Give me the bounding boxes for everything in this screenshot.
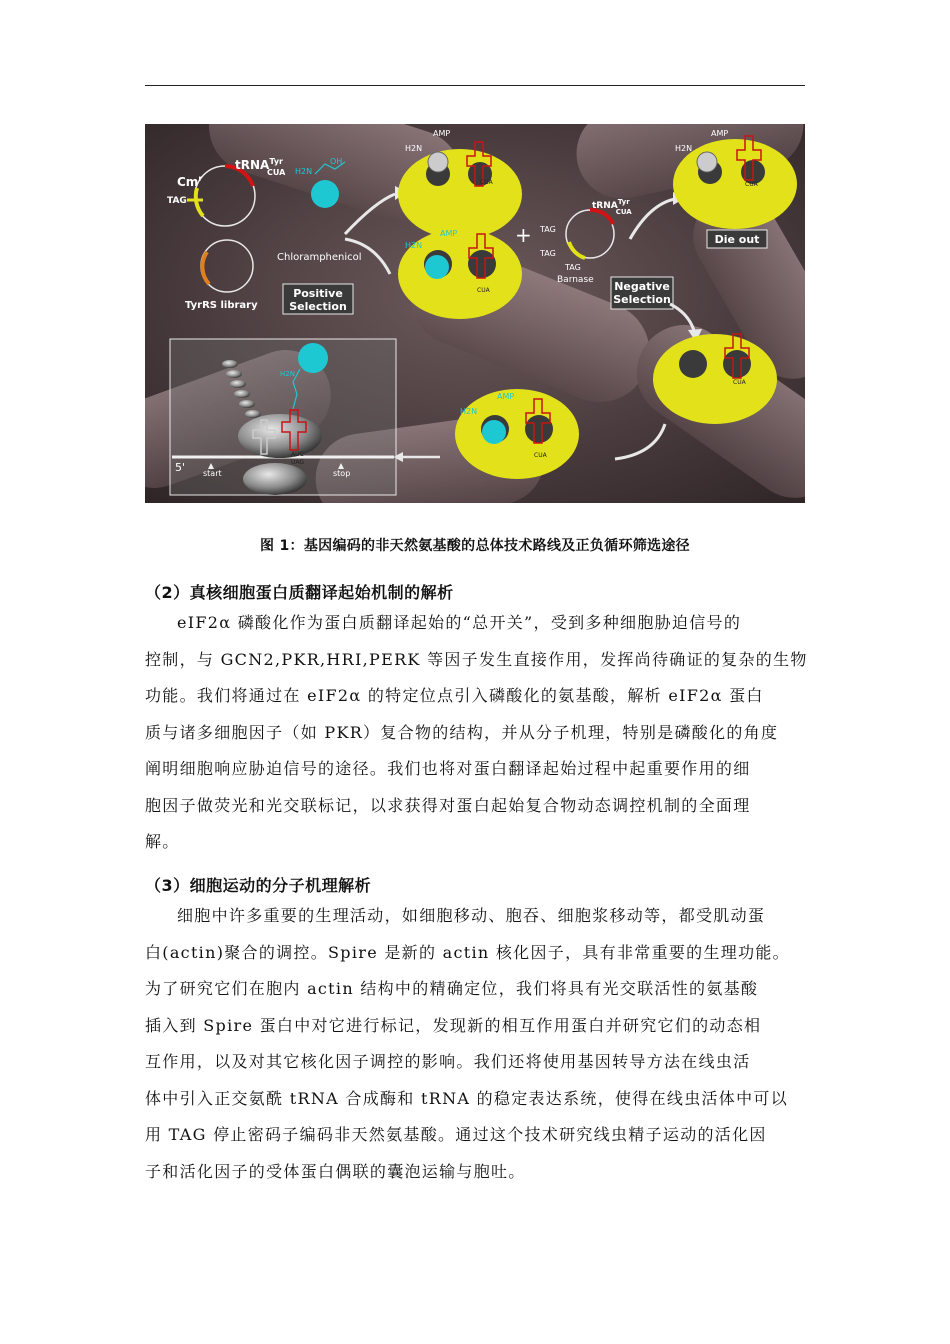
section-3-line: 为了研究它们在胞内 actin 结构中的精确定位，我们将具有光交联活性的氨基酸 [145, 979, 759, 998]
section-3-line: 白(actin)聚合的调控。Spire 是新的 actin 核化因子，具有非常重要的生理功能。 [145, 942, 790, 962]
stop-label: stop [333, 469, 351, 478]
chloramphenicol-label: Chloramphenicol [277, 252, 362, 263]
svg-text:H2N: H2N [280, 370, 295, 378]
svg-text:UAG: UAG [291, 459, 305, 466]
cell-negative [653, 334, 777, 424]
section-3-line: 互作用，以及对其它核化因子调控的影响。我们还将使用基因转导方法在线虫活 [145, 1052, 751, 1071]
svg-text:AUC: AUC [291, 451, 304, 458]
h2n-label: H2N [295, 167, 313, 176]
svg-text:AMP: AMP [433, 129, 451, 138]
positive-selection-box [283, 284, 353, 314]
svg-text:Selection: Selection [289, 300, 347, 313]
section-2-line: 解。 [145, 832, 180, 851]
cmr-label: Cm$^r$ [177, 174, 203, 189]
svg-text:CUA: CUA [534, 452, 547, 459]
svg-text:AMP: AMP [711, 129, 729, 138]
header-rule [145, 85, 805, 86]
svg-text:H2N: H2N [405, 144, 423, 153]
svg-text:CUA: CUA [733, 379, 746, 386]
svg-text:H2N: H2N [675, 144, 693, 153]
section-2-heading: （2）真核细胞蛋白质翻译起始机制的解析 [145, 583, 454, 602]
svg-text:Selection: Selection [613, 293, 671, 306]
die-out-box [707, 230, 767, 248]
section-2-line: 阐明细胞响应胁迫信号的途径。我们也将对蛋白翻译起始过程中起重要作用的细 [145, 759, 751, 778]
section-2-line: 控制，与 GCN2,PKR,HRI,PERK 等因子发生直接作用，发挥尚待确证的复杂的生物 [145, 649, 808, 669]
svg-text:AMP: AMP [440, 229, 458, 238]
svg-text:AMP: AMP [497, 392, 515, 401]
section-3-line: 插入到 Spire 蛋白中对它进行标记，发现新的相互作用蛋白并研究它们的动态相 [145, 1015, 762, 1035]
svg-text:H2N: H2N [405, 241, 423, 250]
start-label: start [203, 469, 222, 478]
svg-text:tRNATyrCUA: tRNA$^{Tyr}$ CUA [592, 198, 632, 216]
section-2-paragraph [145, 605, 807, 861]
svg-text:CUA: CUA [745, 181, 758, 188]
five-prime-label: 5' [175, 461, 186, 474]
section-2-line: eIF2α 磷酸化作为蛋白质翻译起始的“总开关”，受到多种细胞胁迫信号的 [177, 613, 742, 632]
figure-illustration [145, 124, 805, 503]
svg-text:CUA: CUA [480, 179, 493, 186]
svg-text:H2N: H2N [460, 407, 478, 416]
section-3-line: 细胞中许多重要的生理活动，如细胞移动、胞吞、细胞浆移动等，都受肌动蛋 [177, 906, 766, 925]
barnase-label: Barnase [557, 275, 594, 285]
svg-text:TAG: TAG [540, 225, 556, 234]
plus-sign: + [515, 223, 532, 247]
svg-text:Positive: Positive [293, 287, 343, 300]
section-3-line: 用 TAG 停止密码子编码非天然氨基酸。通过这个技术研究线虫精子运动的活化因 [145, 1125, 767, 1144]
cell-positive-3 [455, 389, 579, 479]
section-3-line: 体中引入正交氨酰 tRNA 合成酶和 tRNA 的稳定表达系统，使得在线虫活体中可以 [145, 1088, 789, 1108]
section-3-heading: （3）细胞运动的分子机理解析 [145, 876, 372, 895]
trna-label: tRNA$^{Tyr}$ CUA [235, 157, 286, 177]
section-3-line: 子和活化因子的受体蛋白偶联的囊泡运输与胞吐。 [145, 1161, 526, 1181]
svg-text:TAG: TAG [565, 263, 581, 272]
figure-caption: 图 1：基因编码的非天然氨基酸的总体技术路线及正负循环筛选途径 [260, 538, 690, 554]
ribosome-inset [170, 339, 396, 495]
section-2-line: 胞因子做荧光和光交联标记，以求获得对蛋白起始复合物动态调控机制的全面理 [145, 795, 751, 815]
figure-1 [145, 124, 805, 503]
section-2-line: 质与诸多细胞因子（如 PKR）复合物的结构，并从分子机理，特别是磷酸化的角度 [145, 722, 779, 742]
section-2-line: 功能。我们将通过在 eIF2α 的特定位点引入磷酸化的氨基酸，解析 eIF2α 蛋白 [145, 686, 764, 705]
tyrrs-library-label: TyrRS library [185, 300, 258, 311]
oh-label: OH [330, 157, 343, 166]
svg-text:TAG: TAG [540, 249, 556, 258]
svg-text:Die out: Die out [714, 233, 760, 246]
cell-positive-2 [398, 229, 522, 319]
tag-label: TAG [167, 196, 187, 206]
svg-text:Negative: Negative [614, 280, 670, 293]
section-3-paragraph [145, 898, 807, 1190]
negative-selection-box [611, 277, 673, 309]
svg-text:CUA: CUA [477, 287, 490, 294]
